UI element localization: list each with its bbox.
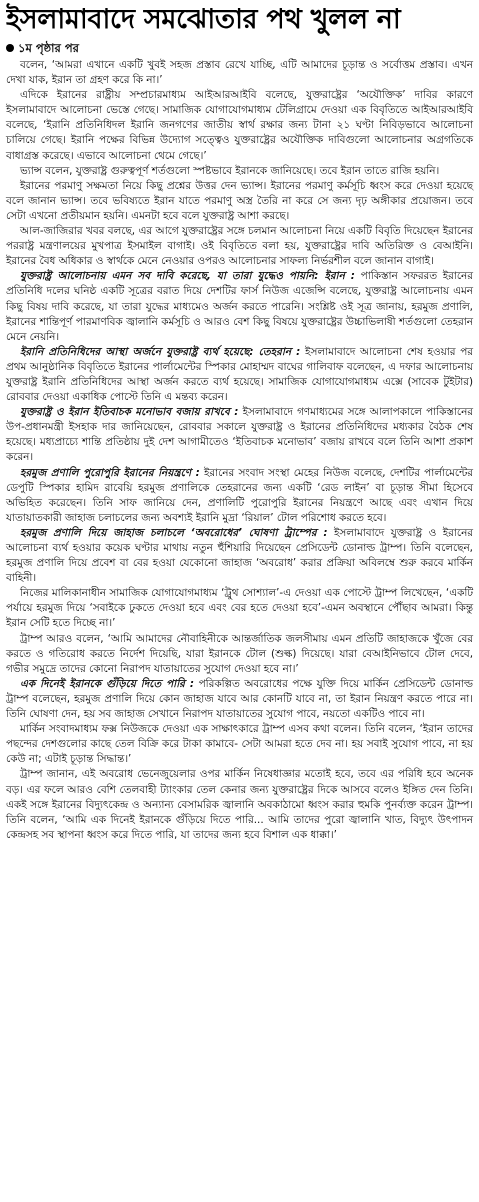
article-paragraph bbox=[6, 632, 473, 677]
paragraph-lead: যুক্তরাষ্ট্র আলোচনায় এমন সব দাবি করেছে, যা তারা যুদ্ধেও পায়নি: ইরান : bbox=[20, 270, 355, 283]
article-paragraph bbox=[6, 586, 473, 631]
paragraph-text: ট্রাম্প আরও বলেন, ‘আমি আমাদের নৌবাহিনীকে আন্তর্জাতিক জলসীমায় এমন প্রতিটি জাহাজকে খুঁজে বের করতে ও গতিরোধ করতে নির্দেশ দিয়েছি, যারা ইরানকে টোল (শুল্ক) দিয়েছে। যারা বেআইনিভাবে টোল দেবে, গভীর সমুদ্রে তাদের কোনো নিরাপদ যাতায়াতের সুযোগ দেওয়া হবে না।’ bbox=[6, 632, 473, 675]
paragraph-lead: হরমুজ প্রণালি পুরোপুরি ইরানের নিয়ন্ত্রণে : bbox=[20, 466, 200, 479]
paragraph-text: ইসলামাবাদে যুক্তরাষ্ট্র ও ইরানের আলোচনা ব্যর্থ হওয়ার কয়েক ঘণ্টার মাথায় নতুন হুঁশিয়ারি দিয়েছেন প্রেসিডেন্ট ডোনাল্ড ট্রাম্প। তিনি বলেছেন, হরমুজ প্রণালি দিয়ে প্রবেশ বা বের হওয়া যেকোনো জাহাজ ‘অবরোধ’ করার প্রক্রিয়া অবিলম্বে শুরু করবে মার্কিন বাহিনী। bbox=[6, 526, 473, 585]
article-paragraph bbox=[6, 164, 473, 179]
article-paragraph bbox=[6, 269, 473, 344]
paragraph-text: নিজের মালিকানাধীন সামাজিক যোগাযোগমাধ্যম ‘ট্রুথ সোশ্যাল’-এ দেওয়া এক পোস্টে ট্রাম্প লিখেছেন, ‘একটি পর্যায়ে হরমুজ দিয়ে ‘সবাইকে ঢুকতে দেওয়া হবে এবং বের হতে দেওয়া হবে’-এমন অবস্থানে পৌঁছাব আমরা। কিন্তু ইরান সেটি হতে দিচ্ছে না।’ bbox=[6, 587, 473, 630]
paragraph-text: পাকিস্তান সফররত ইরানের প্রতিনিধি দলের ঘনিষ্ঠ একটি সূত্রের বরাত দিয়ে দেশটির ফার্স নিউজ এজেন্সি বলেছে, যুক্তরাষ্ট্র আলোচনায় এমন কিছু বিষয় দাবি করেছে, যা তারা যুদ্ধের মাধ্যমেও অর্জন করতে পারেনি। সংশ্লিষ্ট ওই সূত্র জানায়, হরমুজ প্রণালি, ইরানের শান্তিপূর্ণ পারমাণবিক জ্বালানি কর্মসূচি ও আরও বেশ কিছু বিষয়ে যুক্তরাষ্ট্রের উচ্চাভিলাষী শর্তগুলো তেহরান মেনে নেয়নি। bbox=[6, 270, 473, 343]
paragraph-lead: যুক্তরাষ্ট্র ও ইরান ইতিবাচক মনোভাব বজায় রাখবে : bbox=[20, 406, 239, 419]
paragraph-text: এদিকে ইরানের রাষ্ট্রীয় সম্প্রচারমাধ্যম আইআরআইবি বলেছে, যুক্তরাষ্ট্রের ‘অযৌক্তিক’ দাবির কারণে ইসলামাবাদে আলোচনা ভেস্তে গেছে। সামাজিক যোগাযোগমাধ্যম টেলিগ্রামে দেওয়া এক বিবৃতিতে আইআরআইবি বলেছে, ‘ইরানি প্রতিনিধিদল ইরানি জনগণের জাতীয় স্বার্থ রক্ষার জন্য টানা ২১ ঘণ্টা নিবিড়ভাবে আলোচনা চালিয়ে গেছে। ইরানি পক্ষের বিভিন্ন উদ্যোগ সত্ত্বেও যুক্তরাষ্ট্রের অযৌক্তিক দাবিগুলো আলোচনার অগ্রগতিকে বাধাগ্রস্ত করেছে। এভাবে আলোচনা থেমে গেছে।’ bbox=[6, 89, 473, 162]
article-paragraph bbox=[6, 722, 473, 767]
paragraph-text: পরিকল্পিত অবরোধের পক্ষে যুক্তি দিয়ে মার্কিন প্রেসিডেন্ট ডোনাল্ড ট্রাম্প বলেছেন, হরমুজ প্রণালি দিয়ে কোন জাহাজ যাবে আর কোনটি যাবে না, তা ইরান নিয়ন্ত্রণ করতে পারে না। তিনি ঘোষণা দেন, হয় সব জাহাজ সেখানে নিরাপদ যাতায়াতের সুযোগ পাবে, নয়তো একটিও পাবে না। bbox=[6, 677, 473, 721]
paragraph-text: ইসলামাবাদে আলোচনা শেষ হওয়ার পর প্রথম আনুষ্ঠানিক বিবৃতিতে ইরানের পার্লামেন্টের স্পিকার মোহাম্মদ বাঘের গালিবাফ বলেছেন, এ দফার আলোচনায় যুক্তরাষ্ট্র ইরানি প্রতিনিধিদের আস্থা অর্জন করতে ব্যর্থ হয়েছে। সামাজিক যোগাযোগমাধ্যম এক্সে (সাবেক টুইটার) রোববার দেওয়া একাধিক পোস্টে তিনি এ মন্তব্য করেন। bbox=[6, 345, 473, 404]
paragraph-text: ইরানের পরমাণু সক্ষমতা নিয়ে কিছু প্রশ্নের উত্তর দেন ভ্যান্স। ইরানের পরমাণু কর্মসূচি ধ্বংস করে দেওয়া হয়েছে বলে জানান ভ্যান্স। তবে ভবিষ্যতে ইরান যাতে পরমাণু অস্ত্র তৈরি না করে সে জন্য দৃঢ় অঙ্গীকার প্রয়োজন। তবে সেটা এখনো প্রতীয়মান হয়নি। এমনটা হবে বলে যুক্তরাষ্ট্র আশা করছে। bbox=[6, 179, 473, 222]
paragraph-text: আল-জাজিরার খবর বলছে, এর আগে যুক্তরাষ্ট্রের সঙ্গে চলমান আলোচনা নিয়ে একটি বিবৃতি দিয়েছেন ইরানের পররাষ্ট্র মন্ত্রণালয়ের মুখপাত্র ইসমাইল বাগাই। ওই বিবৃতিতে বলা হয়, যুক্তরাষ্ট্রের দাবি অতিরিক্ত ও বেআইনি। ইরানের বৈধ অধিকার ও স্বার্থকে মেনে নেওয়ার ওপরও আলোচনার সাফল্য নির্ভরশীল বলে জানান বাগাই। bbox=[6, 225, 473, 268]
article-headline: ইসলামাবাদে সমঝোতার পথ খুলল না bbox=[6, 4, 401, 35]
paragraph-text: মার্কিন সংবাদমাধ্যম ফক্স নিউজকে দেওয়া এক সাক্ষাৎকারে ট্রাম্প এসব কথা বলেন। তিনি বলেন, ‘ইরান তাদের পছন্দের দেশগুলোর কাছে তেল বিক্রি করে টাকা কামাবে- সেটা আমরা হতে দেব না। হয় সবাই সুযোগ পাবে, না হয় কেউ না; এটাই চূড়ান্ত সিদ্ধান্ত।’ bbox=[6, 723, 473, 766]
article-paragraph bbox=[6, 466, 473, 526]
continued-from-line bbox=[6, 40, 473, 56]
paragraph-text: ট্রাম্প জানান, এই অবরোধ ভেনেজুয়েলার ওপর মার্কিন নিষেধাজ্ঞার মতোই হবে, তবে এর পরিধি হবে অনেক বড়। এর ফলে আরও বেশি তেলবাহী ট্যাংকার তেল কেনার জন্য যুক্তরাষ্ট্রের দিকে আসবে বলেও ইঙ্গিত দেন তিনি। একই সঙ্গে ইরানের বিদ্যুৎকেন্দ্র ও অন্যান্য বেসামরিক জ্বালানি অবকাঠামো ধ্বংস করার হুমকি পুনর্ব্যক্ত করেন ট্রাম্প। তিনি বলেন, ‘আমি এক দিনেই ইরানকে গুঁড়িয়ে দিতে পারি... আমি তাদের পুরো জ্বালানি খাত, বিদ্যুৎ উৎপাদন কেন্দ্রসহ সব স্থাপনা ধ্বংস করে দিতে পারি, যা তাদের জন্য হবে বিশাল এক ধাক্কা।’ bbox=[6, 768, 473, 841]
paragraph-lead: এক দিনেই ইরানকে গুঁড়িয়ে দিতে পারি : bbox=[20, 677, 194, 690]
article-paragraph bbox=[6, 88, 473, 163]
article-paragraph bbox=[6, 345, 473, 405]
article-paragraph bbox=[6, 58, 473, 88]
article-paragraph bbox=[6, 224, 473, 269]
continued-from-label: ১ম পৃষ্ঠার পর bbox=[18, 41, 79, 55]
paragraph-text: বলেন, ‘আমরা এখানে একটি খুবই সহজ প্রস্তাব রেখে যাচ্ছি, এটি আমাদের চূড়ান্ত ও সর্বোত্তম প্রস্তাব। এখন দেখা যাক, ইরান তা গ্রহণ করে কি না।’ bbox=[6, 59, 473, 87]
paragraph-text: ভ্যান্স বলেন, যুক্তরাষ্ট্র গুরুত্বপূর্ণ শর্তগুলো স্পষ্টভাবে ইরানকে জানিয়েছে। তবে ইরান তাতে রাজি হয়নি। bbox=[20, 164, 440, 177]
article-paragraph bbox=[6, 767, 473, 842]
article-paragraph bbox=[6, 179, 473, 224]
article-paragraph bbox=[6, 405, 473, 465]
bullet-icon bbox=[6, 44, 14, 52]
paragraph-text: ইসলামাবাদে গণমাধ্যমের সঙ্গে আলাপকালে পাকিস্তানের উপ-প্রধানমন্ত্রী ইসহাক দার জানিয়েছেন, রোববার সকালে যুক্তরাষ্ট্র ও ইরানের প্রতিনিধিদের মধ্যকার বৈঠক শেষ হয়েছে। মধ্যপ্রাচ্যে শান্তি প্রতিষ্ঠায় দুই দেশ আগামীতেও ‘ইতিবাচক মনোভাব’ বজায় রাখবে বলে তিনি আশা প্রকাশ করেন। bbox=[6, 406, 473, 464]
paragraph-lead: হরমুজ প্রণালি দিয়ে জাহাজ চলাচলে ‘অবরোধের’ ঘোষণা ট্রাম্পের : bbox=[20, 526, 328, 539]
paragraph-text: ইরানের সংবাদ সংস্থা মেহের নিউজ বলেছে, দেশটির পার্লামেন্টের ডেপুটি স্পিকার হামিদ রাবেয়ি হরমুজ প্রণালিকে তেহরানের জন্য একটি ‘রেড লাইন’ বা চূড়ান্ত সীমা হিসেবে অভিহিত করেছেন। তিনি সাফ জানিয়ে দেন, প্রণালিটি পুরোপুরি ইরানের নিয়ন্ত্রণে আছে এবং এখান দিয়ে যাতায়াতকারী জাহাজ চলাচলের জন্য অবশ্যই ইরানি মুদ্রা ‘রিয়াল’ টোল পরিশোধ করতে হবে। bbox=[6, 466, 473, 524]
article-body bbox=[6, 58, 473, 843]
article-paragraph bbox=[6, 526, 473, 586]
paragraph-lead: ইরানি প্রতিনিধিদের আস্থা অর্জনে যুক্তরাষ্ট্র ব্যর্থ হয়েছে: তেহরান : bbox=[20, 345, 301, 358]
article-paragraph bbox=[6, 677, 473, 722]
